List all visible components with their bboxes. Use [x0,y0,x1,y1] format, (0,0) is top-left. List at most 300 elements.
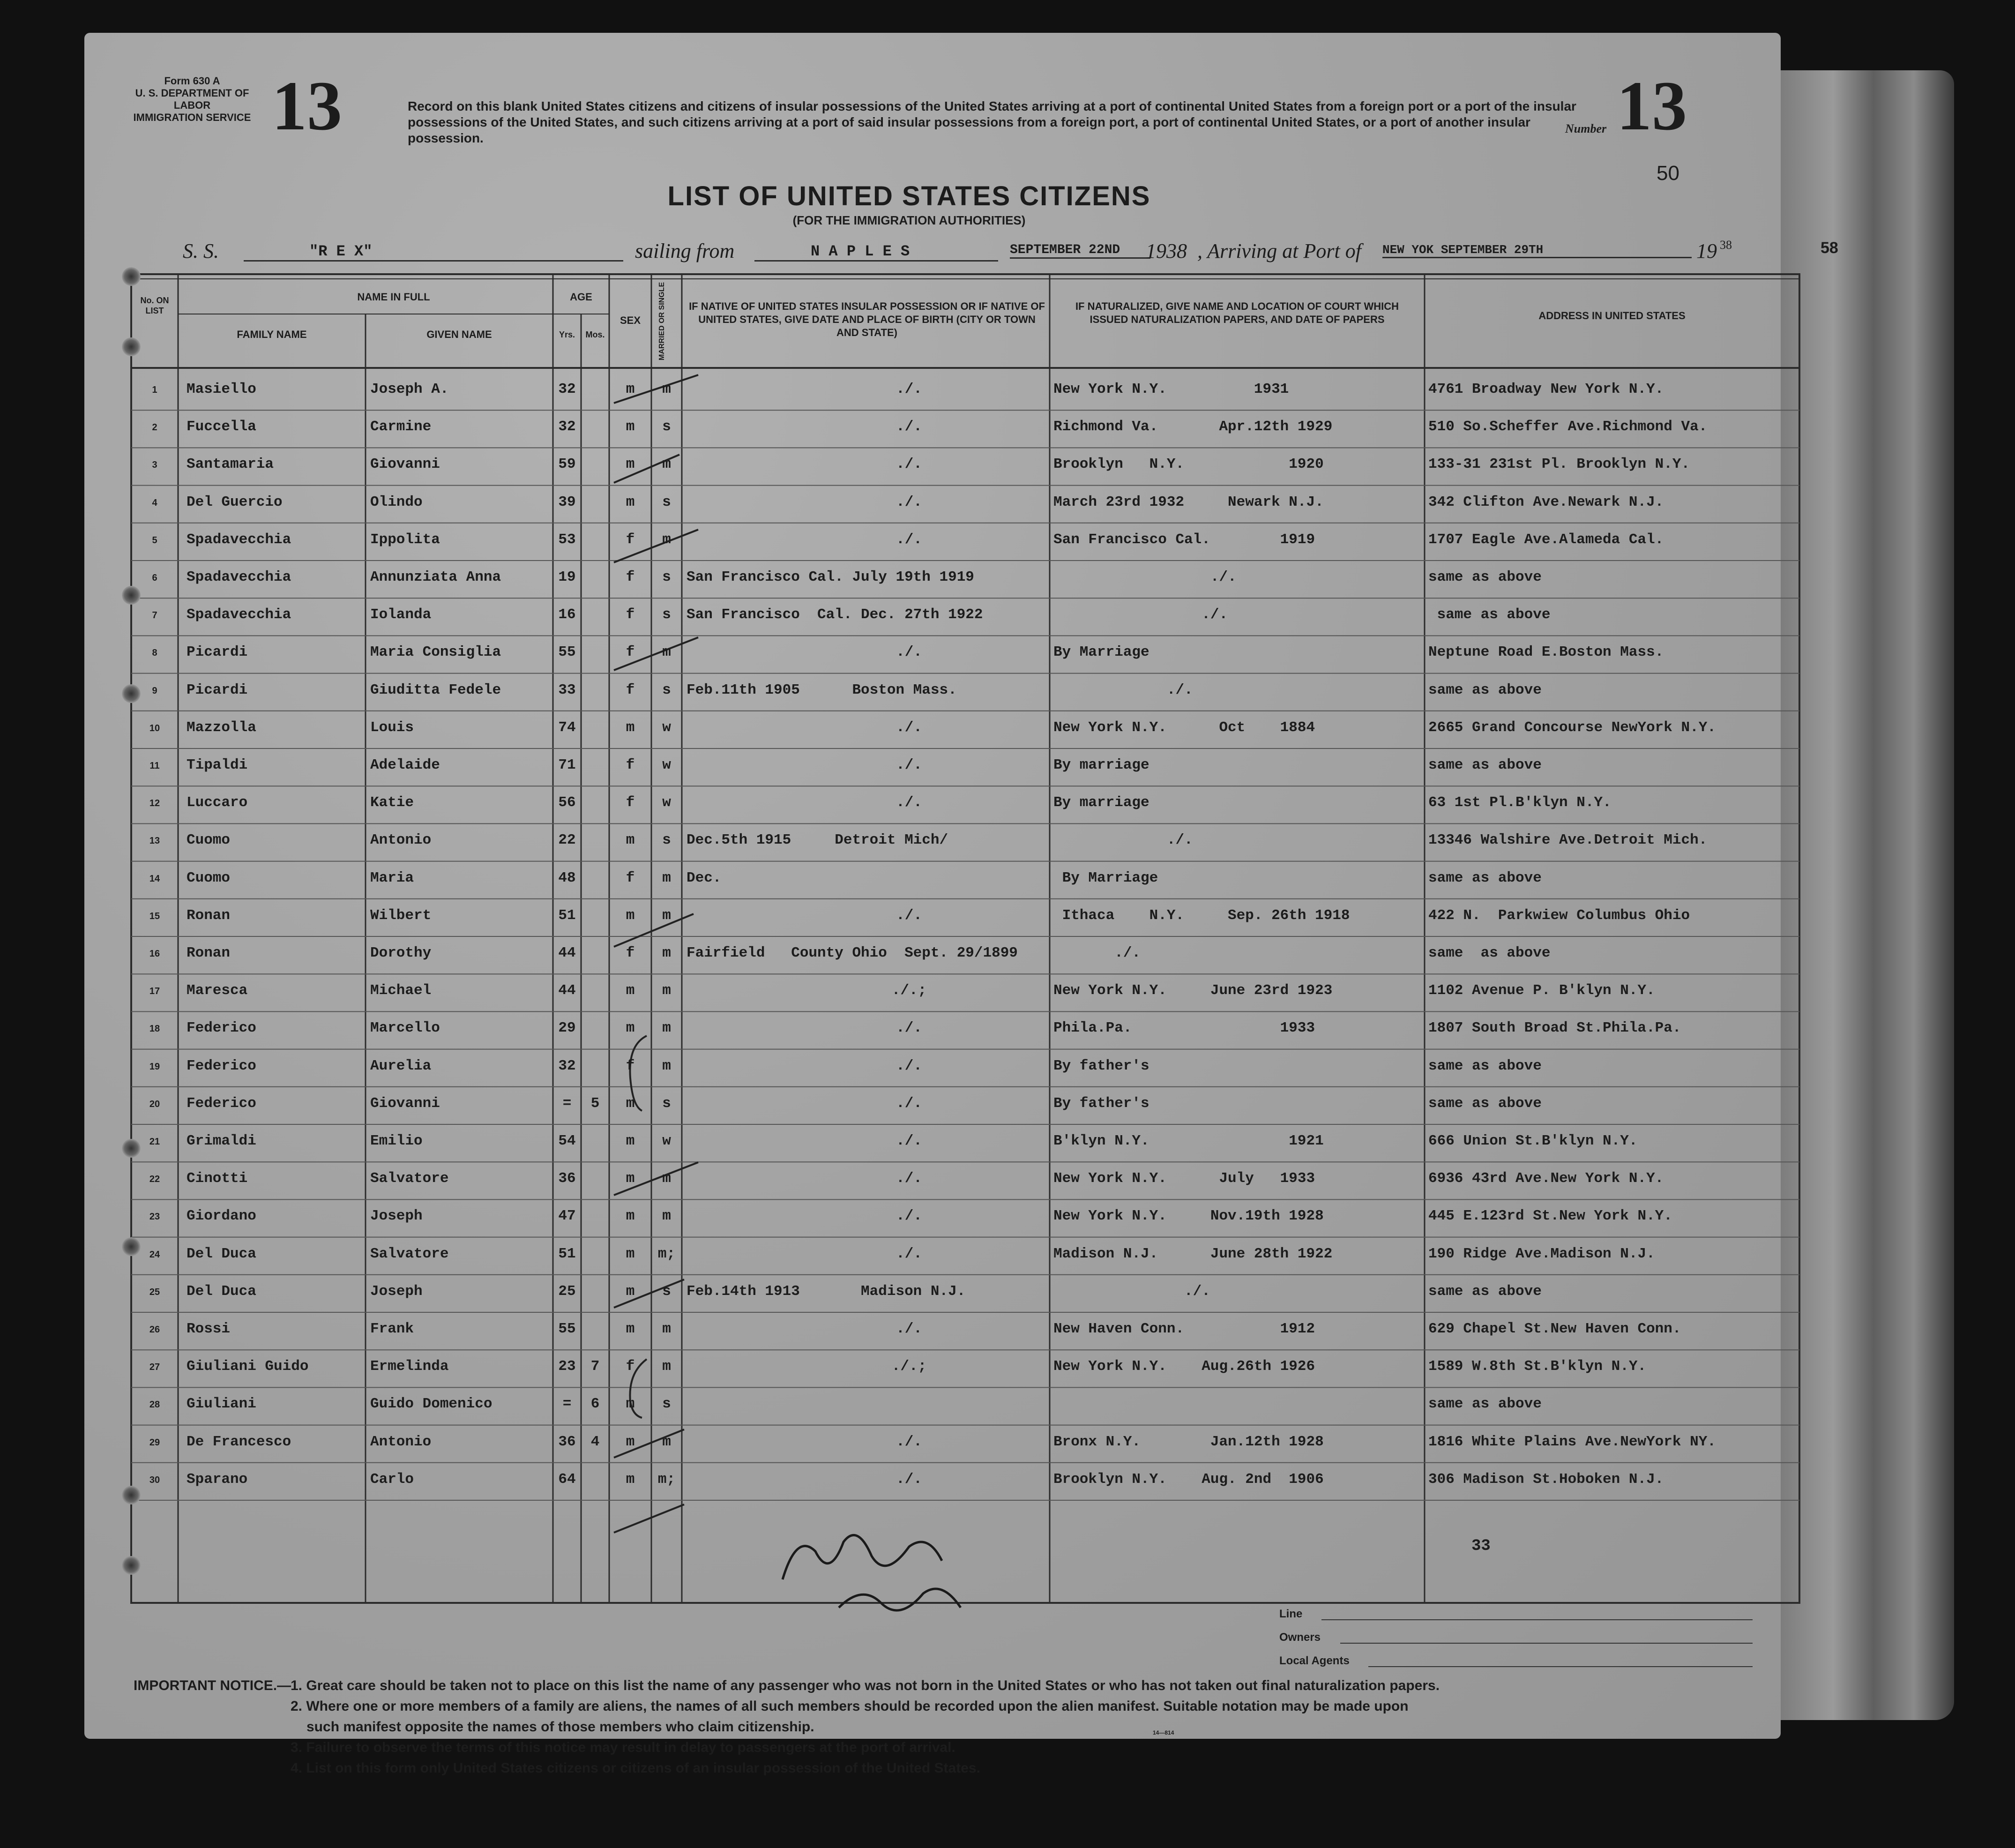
instructions: Record on this blank United States citizens and citizens of insular possessions of the United States arriving at a port of continental United States from a foreign port or a port of the insular possessions of the United States, and such citizens arriving at a port of said insular possessions from a foreign port, a port of continental United States, or a port of another insular possession. [408,99,1576,145]
line-label: Line [1279,1608,1303,1620]
given-name: Louis [370,719,414,736]
family-name: Spadavecchia [187,531,291,548]
marital-status: w [662,719,671,736]
sex: f [626,569,635,585]
row-number: 15 [149,911,160,921]
age-years: 39 [558,494,576,510]
sex: m [626,1471,635,1488]
sex: m [626,907,635,924]
sex: f [626,531,635,548]
total-count: 33 [1471,1537,1491,1555]
line-field [1321,1619,1753,1620]
arrival-year-prefix: 19 [1696,239,1717,262]
row-number: 26 [149,1324,160,1335]
owners-field [1340,1643,1753,1644]
col-header-yrs: Yrs. [559,330,575,339]
row-number: 11 [149,761,160,771]
sex: m [626,1208,635,1225]
given-name: Giovanni [370,456,440,473]
naturalization-info: New York N.Y. June 23rd 1923 [1053,982,1333,999]
naturalization-info: Madison N.J. June 28th 1922 [1053,1245,1333,1262]
family-name: Tipaldi [187,757,248,773]
given-name: Wilbert [370,907,432,924]
marital-status: s [662,1396,671,1413]
sex: m [626,419,635,435]
birth-info: ./. [896,1245,922,1262]
age-years: 32 [558,419,576,435]
ship-name: "R E X" [244,243,623,262]
family-name: Mazzolla [187,719,256,736]
family-name: Ronan [187,945,231,961]
notice-2-cont: such manifest opposite the names of those members who claim citizenship. [306,1719,814,1735]
age-years: 54 [558,1133,576,1149]
marital-status: w [662,1133,671,1149]
birth-info: ./. [896,419,922,435]
age-years: 22 [558,832,576,849]
address: 666 Union St.B'klyn N.Y. [1428,1133,1638,1149]
margin-number: 58 [1821,239,1838,257]
naturalization-info: New York N.Y. Nov.19th 1928 [1053,1208,1324,1225]
marital-status: m; [657,1245,676,1262]
age-years: 23 [558,1358,576,1375]
age-years: 16 [558,606,576,623]
col-header-married-single: MARRIED OR SINGLE [658,282,666,360]
marital-status: s [662,419,671,435]
birth-info: ./. [896,494,922,510]
birth-info: ./. [896,1020,922,1037]
family-name: Del Duca [187,1245,256,1262]
sex: f [626,606,635,623]
row-number: 28 [149,1399,160,1410]
page-number: 50 [1657,162,1679,185]
binder-hole [122,684,141,703]
sheet-number-right: 13 [1617,67,1687,145]
birth-info: ./. [896,794,922,811]
address: 2665 Grand Concourse NewYork N.Y. [1428,719,1716,736]
birth-info: Feb.14th 1913 Madison N.J. [687,1283,966,1300]
naturalization-info: San Francisco Cal. 1919 [1053,531,1315,548]
marital-status: m [662,945,671,961]
depart-year: 1938 [1146,239,1187,262]
row-number: 17 [149,986,160,997]
family-name: Federico [187,1095,256,1112]
sex: f [626,945,635,961]
address: 133-31 231st Pl. Brooklyn N.Y. [1428,456,1690,473]
naturalization-info: March 23rd 1932 Newark N.J. [1053,494,1324,510]
depart-date: SEPTEMBER 22ND [1010,243,1150,259]
given-name: Maria Consiglia [370,644,501,661]
sex: m [626,1245,635,1262]
notice-title: IMPORTANT NOTICE.— [134,1678,291,1693]
birth-info: ./. [896,1321,922,1337]
col-header-age: AGE [570,291,592,303]
age-months: 5 [590,1095,600,1112]
address: 306 Madison St.Hoboken N.J. [1428,1471,1664,1488]
given-name: Salvatore [370,1245,449,1262]
family-name: Masiello [187,381,256,397]
age-years: 74 [558,719,576,736]
age-years: 19 [558,569,576,585]
age-years: 51 [558,907,576,924]
marital-status: s [662,1283,671,1300]
marital-status: s [662,494,671,510]
given-name: Antonio [370,1433,432,1450]
age-years: 48 [558,869,576,886]
given-name: Ippolita [370,531,440,548]
birth-info: ./. [896,1433,922,1450]
naturalization-info: ./. [1053,606,1228,623]
page-title: LIST OF UNITED STATES CITIZENS [667,181,1151,211]
address: 190 Ridge Ave.Madison N.J. [1428,1245,1655,1262]
birth-info: San Francisco Cal. July 19th 1919 [687,569,974,585]
notice-list [291,1676,1767,1779]
birth-info: San Francisco Cal. Dec. 27th 1922 [687,606,983,623]
sex: f [626,644,635,661]
family-name: Grimaldi [187,1133,256,1149]
given-name: Annunziata Anna [370,569,501,585]
naturalization-info: Brooklyn N.Y. 1920 [1053,456,1324,473]
birth-info: ./.; [891,982,927,999]
given-name: Frank [370,1321,414,1337]
row-number: 2 [152,422,157,433]
birth-info: Dec.5th 1915 Detroit Mich/ [687,832,948,849]
family-name: Rossi [187,1321,231,1337]
age-years: 33 [558,681,576,698]
row-number: 19 [149,1061,160,1072]
col-header-given-name: GIVEN NAME [426,329,492,340]
row-number: 1 [152,385,157,395]
birth-info: Dec. [687,869,722,886]
col-header-address: ADDRESS IN UNITED STATES [1538,310,1686,322]
age-years: 44 [558,982,576,999]
row-number: 4 [152,497,157,508]
naturalization-info: Bronx N.Y. Jan.12th 1928 [1053,1433,1324,1450]
sex: m [626,1095,635,1112]
row-number: 8 [152,648,157,658]
naturalization-info: By marriage [1053,757,1149,773]
col-header-name-in-full: NAME IN FULL [357,291,430,303]
naturalization-info: Richmond Va. Apr.12th 1929 [1053,419,1333,435]
row-number: 9 [152,685,157,696]
local-agents-field [1368,1666,1753,1667]
row-number: 12 [149,798,160,809]
marital-status: m [662,1020,671,1037]
marital-status: m [662,1358,671,1375]
given-name: Marcello [370,1020,440,1037]
given-name: Katie [370,794,414,811]
sex: m [626,1396,635,1413]
naturalization-info: New York N.Y. Aug.26th 1926 [1053,1358,1315,1375]
naturalization-info: ./. [1053,1283,1210,1300]
birth-info: ./. [896,456,922,473]
row-number: 3 [152,460,157,471]
naturalization-info: New York N.Y. 1931 [1053,381,1289,397]
given-name: Emilio [370,1133,423,1149]
row-number: 20 [149,1099,160,1109]
marital-status: w [662,794,671,811]
given-name: Maria [370,869,414,886]
row-number: 29 [149,1437,160,1448]
notice-3: 3. Failure to observe the terms of this notice may result in delay to passengers at the port of arrival. [291,1740,955,1755]
marital-status: s [662,606,671,623]
birth-info: ./. [896,1170,922,1187]
birth-info: ./. [896,1095,922,1112]
row-number: 21 [149,1137,160,1147]
naturalization-info: Ithaca N.Y. Sep. 26th 1918 [1053,907,1350,924]
notice-2: 2. Where one or more members of a family are aliens, the names of all such members should be recorded upon the alien manifest. Suitable notation may be made upon [291,1698,1409,1714]
birth-info: ./.; [891,1358,927,1375]
address: same as above [1428,681,1542,698]
age-months: 6 [590,1396,600,1413]
family-name: Maresca [187,982,248,999]
row-number: 22 [149,1174,160,1185]
address: same as above [1428,606,1551,623]
family-name: Picardi [187,644,248,661]
family-name: Cuomo [187,869,231,886]
naturalization-info: B'klyn N.Y. 1921 [1053,1133,1324,1149]
naturalization-info: By marriage [1053,794,1149,811]
address: same as above [1428,945,1551,961]
age-months: 7 [590,1358,600,1375]
marital-status: m [662,907,671,924]
family-name: Spadavecchia [187,569,291,585]
family-name: Giuliani [187,1396,256,1413]
age-years: = [562,1095,572,1112]
family-name: Giuliani Guido [187,1358,309,1375]
binder-hole [122,1139,141,1158]
naturalization-info: By Marriage [1053,869,1158,886]
birth-info: ./. [896,907,922,924]
family-name: Cinotti [187,1170,248,1187]
age-months: 4 [590,1433,600,1450]
service: IMMIGRATION SERVICE [133,112,251,123]
family-name: Giordano [187,1208,256,1225]
form-number: Form 630 A [164,75,220,87]
given-name: Michael [370,982,432,999]
row-number: 18 [149,1024,160,1034]
number-label: Number [1565,122,1607,135]
marital-status: w [662,757,671,773]
naturalization-info: New York N.Y. Oct 1884 [1053,719,1315,736]
marital-status: m [662,1433,671,1450]
given-name: Giuditta Fedele [370,681,501,698]
row-number: 27 [149,1362,160,1373]
binder-hole [122,586,141,605]
birth-info: ./. [896,1133,922,1149]
address: same as above [1428,869,1542,886]
given-name: Salvatore [370,1170,449,1187]
binder-hole [122,1556,141,1575]
family-name: Federico [187,1020,256,1037]
sex: m [626,381,635,397]
given-name: Adelaide [370,757,440,773]
age-years: 53 [558,531,576,548]
arrival-year-suffix: 38 [1720,238,1732,252]
row-number: 30 [149,1474,160,1485]
naturalization-info: By father's [1053,1057,1149,1074]
row-number: 24 [149,1249,160,1260]
sex: f [626,757,635,773]
family-name: Luccaro [187,794,248,811]
sex: m [626,456,635,473]
col-header-naturalized: IF NATURALIZED, GIVE NAME AND LOCATION OF COURT WHICH ISSUED NATURALIZATION PAPERS, AND DATE OF PAPERS [1075,300,1399,325]
sex: m [626,1170,635,1187]
sex: f [626,869,635,886]
address: 510 So.Scheffer Ave.Richmond Va. [1428,419,1708,435]
age-years: 64 [558,1471,576,1488]
given-name: Joseph A. [370,381,449,397]
family-name: Cuomo [187,832,231,849]
address: 1102 Avenue P. B'klyn N.Y. [1428,982,1655,999]
age-years: 36 [558,1433,576,1450]
address: same as above [1428,1396,1542,1413]
sex: f [626,1057,635,1074]
naturalization-info: ./. [1053,945,1141,961]
given-name: Giovanni [370,1095,440,1112]
signature [783,1535,961,1610]
col-header-mos: Mos. [585,330,605,339]
age-years: 47 [558,1208,576,1225]
naturalization-info: By father's [1053,1095,1149,1112]
family-name: De Francesco [187,1433,291,1450]
age-years: 44 [558,945,576,961]
marital-status: m [662,869,671,886]
binder-hole [122,337,141,356]
family-name: Spadavecchia [187,606,291,623]
marital-status: s [662,1095,671,1112]
local-agents-label: Local Agents [1279,1654,1350,1667]
marital-status: m [662,531,671,548]
address: same as above [1428,1057,1542,1074]
address: 63 1st Pl.B'klyn N.Y. [1428,794,1612,811]
given-name: Carmine [370,419,432,435]
address: same as above [1428,1095,1542,1112]
naturalization-info: Brooklyn N.Y. Aug. 2nd 1906 [1053,1471,1324,1488]
sex: m [626,832,635,849]
age-years: 32 [558,1057,576,1074]
sex: m [626,494,635,510]
age-years: 71 [558,757,576,773]
age-years: 25 [558,1283,576,1300]
address: 629 Chapel St.New Haven Conn. [1428,1321,1681,1337]
marital-status: s [662,681,671,698]
birth-info: ./. [896,381,922,397]
marital-status: s [662,832,671,849]
address: 1707 Eagle Ave.Alameda Cal. [1428,531,1664,548]
family-name: Del Guercio [187,494,283,510]
birth-info: Fairfield County Ohio Sept. 29/1899 [687,945,1018,961]
given-name: Joseph [370,1208,423,1225]
arrival-port-date: NEW YOK SEPTEMBER 29TH [1382,243,1692,258]
family-name: Santamaria [187,456,274,473]
naturalization-info: New York N.Y. July 1933 [1053,1170,1315,1187]
given-name: Antonio [370,832,432,849]
binder-hole [122,1486,141,1504]
col-header-family-name: FAMILY NAME [237,329,307,340]
address: 6936 43rd Ave.New York N.Y. [1428,1170,1664,1187]
age-years: = [562,1396,572,1413]
given-name: Joseph [370,1283,423,1300]
page-subtitle: (FOR THE IMMIGRATION AUTHORITIES) [792,213,1026,227]
marital-status: m [662,381,671,397]
birth-info: ./. [896,1208,922,1225]
marital-status: m [662,1321,671,1337]
birth-info: ./. [896,1057,922,1074]
family-name: Fuccella [187,419,256,435]
row-number: 14 [149,873,160,884]
binder-hole [122,1237,141,1256]
birth-info: ./. [896,531,922,548]
marital-status: m [662,456,671,473]
ss-label: S. S. [183,239,219,262]
address: same as above [1428,569,1542,585]
naturalization-info: ./. [1053,832,1193,849]
age-years: 29 [558,1020,576,1037]
row-number: 25 [149,1287,160,1297]
row-number: 16 [149,949,160,959]
birth-info: ./. [896,757,922,773]
address: 4761 Broadway New York N.Y. [1428,381,1664,397]
marital-status: m [662,1057,671,1074]
department: U. S. DEPARTMENT OF LABOR [135,87,249,111]
print-code: 14—814 [1153,1729,1174,1736]
family-name: Sparano [187,1471,248,1488]
marital-status: m [662,982,671,999]
row-number: 5 [152,535,157,546]
given-name: Aurelia [370,1057,432,1074]
arriving-label: , Arriving at Port of [1197,239,1361,262]
address: 1816 White Plains Ave.NewYork NY. [1428,1433,1716,1450]
age-years: 55 [558,644,576,661]
family-name: Del Duca [187,1283,256,1300]
given-name: Iolanda [370,606,432,623]
address: 422 N. Parkwiew Columbus Ohio [1428,907,1690,924]
port-from: N A P L E S [754,243,998,262]
sex: m [626,1283,635,1300]
naturalization-info: By Marriage [1053,644,1149,661]
row-number: 13 [149,836,160,846]
address: 342 Clifton Ave.Newark N.J. [1428,494,1664,510]
sex: f [626,794,635,811]
sex: m [626,719,635,736]
manifest-page [84,33,1838,1776]
binder-hole [122,267,141,286]
marital-status: m [662,1170,671,1187]
address: 13346 Walshire Ave.Detroit Mich. [1428,832,1708,849]
row-number: 7 [152,610,157,621]
naturalization-info: Phila.Pa. 1933 [1053,1020,1315,1037]
given-name: Ermelinda [370,1358,449,1375]
owners-label: Owners [1279,1631,1321,1644]
birth-info: ./. [896,644,922,661]
row-number: 6 [152,573,157,583]
naturalization-info: ./. [1053,681,1193,698]
sheet-number-left: 13 [272,67,342,145]
address: Neptune Road E.Boston Mass. [1428,644,1664,661]
sex: f [626,1358,635,1375]
address: 445 E.123rd St.New York N.Y. [1428,1208,1672,1225]
sex: f [626,681,635,698]
row-number: 10 [149,723,160,733]
marital-status: m; [657,1471,676,1488]
age-years: 56 [558,794,576,811]
sex: m [626,1133,635,1149]
col-header-sex: SEX [619,314,641,326]
address: same as above [1428,757,1542,773]
address: 1807 South Broad St.Phila.Pa. [1428,1020,1681,1037]
marital-status: s [662,569,671,585]
family-name: Federico [187,1057,256,1074]
